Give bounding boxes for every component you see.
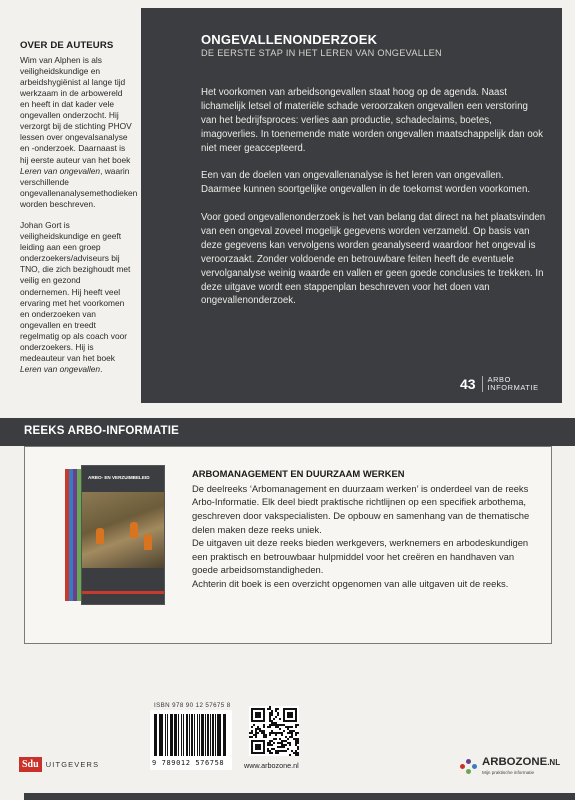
series-number-badge — [450, 373, 562, 395]
series-info-box — [24, 446, 552, 644]
book-subtitle: DE EERSTE STAP IN HET LEREN VAN ONGEVALLEN — [201, 48, 442, 58]
arbozone-logo — [458, 756, 568, 780]
publisher-mark: Sdu — [19, 757, 42, 772]
barcode-digits: 9 789012 576758 — [152, 759, 225, 767]
main-description-panel — [141, 8, 562, 403]
publisher-text: UITGEVERS — [45, 760, 100, 769]
description-paragraph: Een van de doelen van ongevallenanalyse is het leren van ongevallen. Daarmee kunnen soortgelijke ongevallen in de toekomst worden voorkomen. — [201, 170, 531, 196]
description-paragraph: Het voorkomen van arbeidsongevallen staat hoog op de agenda. Naast lichamelijk letsel of materiële schade veroorzaken ongevallen een verstoring van het bedrijfsproces: verlies aan productie, schadeclaims, boetes, imagoverlies. In toenemende mate worden ongevallen maatschappelijk dan ook niet meer geaccepteerd. — [201, 87, 543, 154]
logo-dot — [466, 769, 471, 774]
book-title-ref: Leren van ongevallen — [20, 364, 101, 375]
series-number: 43 — [460, 376, 483, 392]
series-band — [0, 418, 575, 446]
description-paragraph: Voor goed ongevallenonderzoek is het van belang dat direct na het plaatsvinden van een ongeval zoveel mogelijk gegevens worden verzameld. Op basis van deze gegevens kan vervolgens worden geanalyseerd waardoor het ongeval is veroorzaakt. Zonder voldoende en betrouwbare feiten heeft de eventuele vervolganalyse weinig waarde en vallen er geen goede conclusies te trekken. In deze uitgave wordt een stappenplan beschreven voor het doen van ongevallenonderzoek. — [201, 212, 546, 307]
website-url: www.arbozone.nl — [244, 761, 299, 770]
series-heading: ARBOMANAGEMENT EN DUURZAAM WERKEN — [192, 468, 405, 479]
publisher-logo — [19, 757, 99, 772]
book-cover-title: ARBO- EN VERZUIMBELEID — [88, 475, 150, 480]
series-paragraph: De uitgaven uit deze reeks bieden werkgevers, werknemers en arbodeskundigen een praktisch en betrouwbaar hulpmiddel voor het creëren en handhaven van goede arbeidsomstandigheden. — [192, 537, 529, 576]
book-cover — [81, 465, 165, 605]
book-stack-image — [65, 465, 165, 605]
series-paragraph: De deelreeks ‘Arbomanagement en duurzaam werken’ is onderdeel van de reeks Arbo-Informatie. Elk deel biedt praktische richtlijnen op een specifiek arbothema, geschreven door vakspecialisten. De opbouw en samenhang van de thematische delen maken deze reeks uniek. — [192, 482, 530, 535]
authors-heading: OVER DE AUTEURS — [20, 40, 114, 51]
book-cover-photo — [82, 492, 164, 568]
authors-section — [20, 40, 138, 385]
isbn-label: ISBN 978 90 12 57675 8 — [154, 702, 231, 709]
barcode — [150, 710, 232, 770]
author-bio-wim: Wim van Alphen is als veiligheidskundige en arbeidshygiënist al lange tijd werkzaam in de arbowereld en heeft in dat kader vele ongevallen onderzocht. Hij verzorgt bij de stichting PHOV lessen over ongevalsanalyse en -onderzoek. Daarnaast is hij eerste auteur van het boek Leren van ongevallen, waarin verschillende ongevallenanalysemethodieken worden beschreven. — [20, 54, 138, 209]
series-description — [192, 467, 542, 591]
description-body — [201, 86, 546, 322]
book-title-ref: Leren van ongevallen — [20, 165, 101, 176]
series-band-title: REEKS ARBO-INFORMATIE — [24, 425, 179, 437]
arbozone-name: ARBOZONE.NL — [482, 756, 561, 768]
series-label: ARBO INFORMATIE — [487, 375, 539, 392]
series-paragraph: Achterin dit boek is een overzicht opgenomen van alle uitgaven uit de reeks. — [192, 578, 509, 589]
qr-code — [249, 706, 299, 756]
bottom-strip — [24, 793, 575, 800]
book-title: ONGEVALLENONDERZOEK — [201, 32, 378, 47]
logo-dot — [460, 764, 465, 769]
arbozone-tagline: Mijn praktische informatie — [482, 770, 535, 775]
author-bio-johan: Johan Gort is veiligheidskundige en geeft leiding aan een groep onderzoekers/adviseurs bij TNO, die zich bezighoudt met veilig en gezond ondernemen. Hij heeft veel ervaring met het voorkomen en onderzoeken van ongevallen en treedt regelmatig op als coach voor onderzoekers. Hij is medeauteur van het boek Leren van ongevallen. — [20, 219, 131, 375]
logo-dot — [466, 759, 471, 764]
logo-dot — [472, 764, 477, 769]
